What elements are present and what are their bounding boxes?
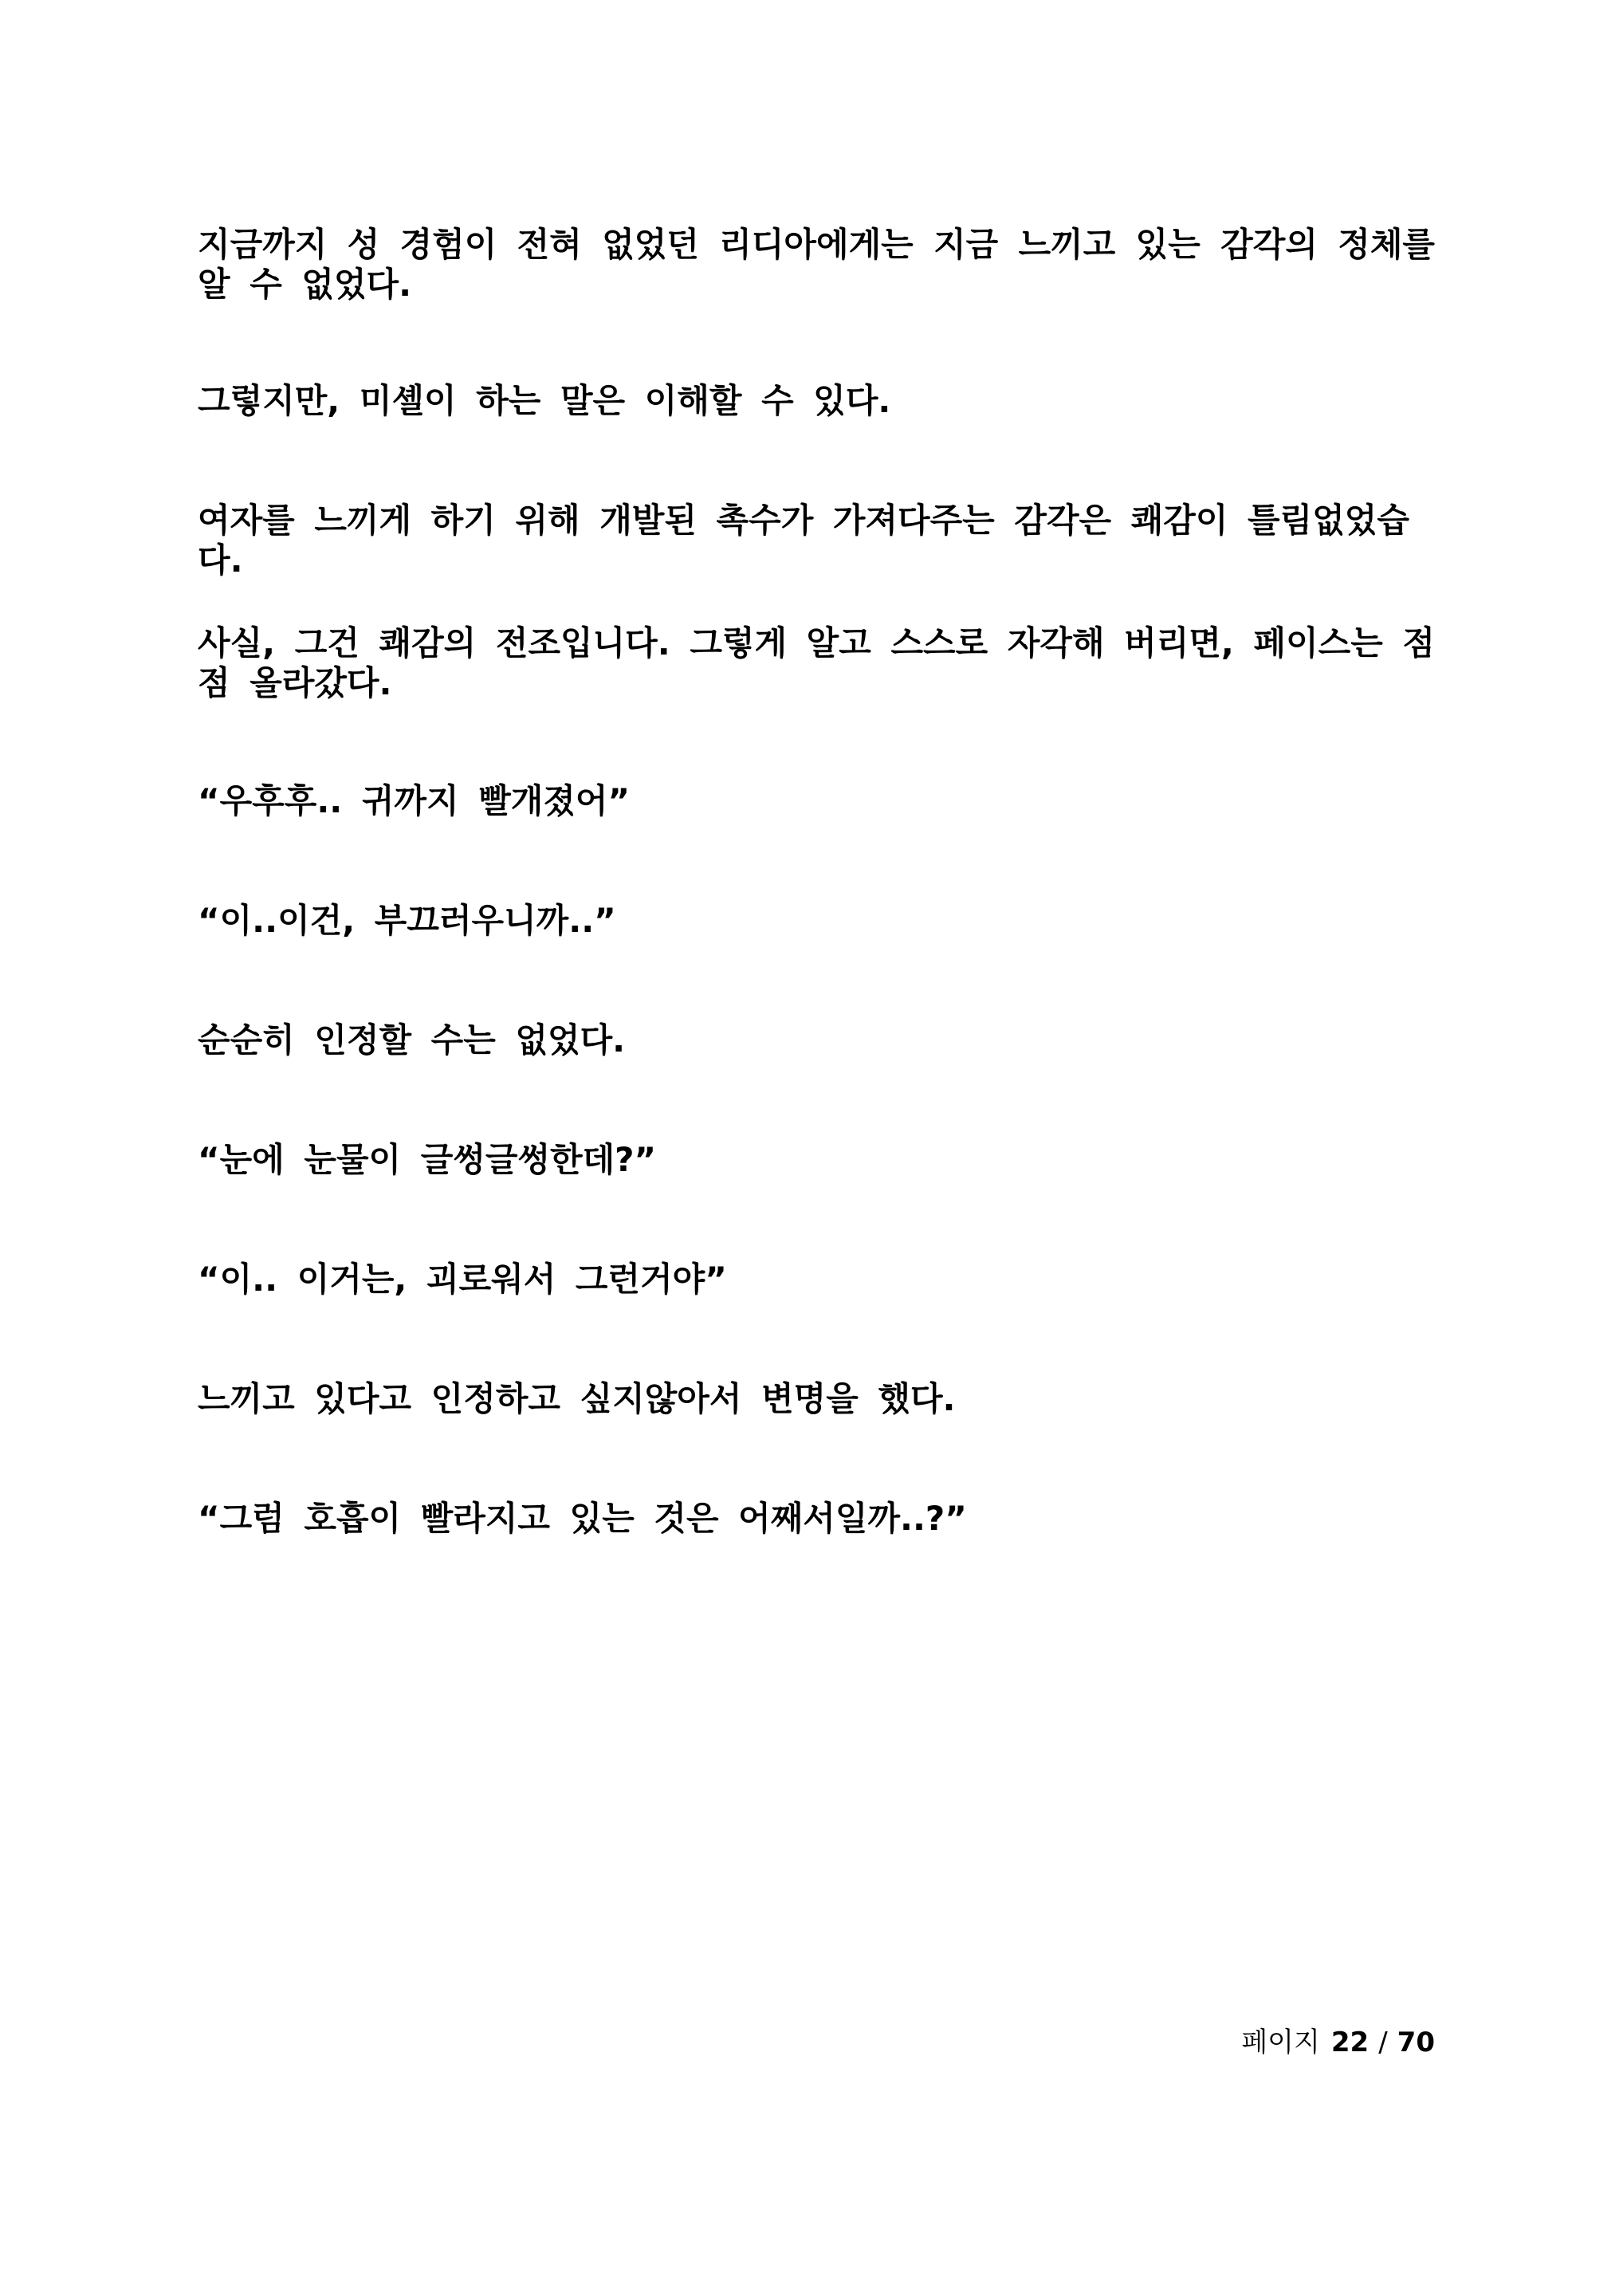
page-separator: /	[1378, 2027, 1388, 2058]
paragraph-10: 느끼고 있다고 인정하고 싶지않아서 변명을 했다.	[198, 1379, 956, 1418]
paragraph-9: “이.. 이거는, 괴로워서 그런거야”	[198, 1260, 727, 1299]
paragraph-2: 그렇지만, 미셸이 하는 말은 이해할 수 있다.	[198, 381, 891, 420]
paragraph-7: 순순히 인정할 수는 없었다.	[198, 1020, 626, 1060]
paragraph-11: “그럼 호흡이 빨라지고 있는 것은 어째서일까..?”	[198, 1499, 967, 1538]
page-label: 페이지	[1241, 2027, 1320, 2058]
current-page-number: 22	[1330, 2027, 1370, 2058]
paragraph-4: 사실, 그건 쾌감의 전조입니다. 그렇게 알고 스스로 자각해 버리면, 페이스는 점점 올라갔다.	[198, 623, 1435, 702]
paragraph-1: 지금까지 성 경험이 전혀 없었던 리디아에게는 지금 느끼고 있는 감각의 정체를 알 수 없었다.	[198, 225, 1435, 304]
total-page-count: 70	[1397, 2027, 1435, 2058]
paragraph-8: “눈에 눈물이 글썽글썽한데?”	[198, 1140, 657, 1179]
paragraph-3: 여자를 느끼게 하기 위해 개발된 촉수가 가져다주는 감각은 쾌감이 틀림없었습다.	[198, 501, 1409, 580]
page-number-footer	[1241, 2025, 1435, 2060]
paragraph-5: “우후후.. 귀까지 빨개졌어”	[198, 781, 631, 820]
paragraph-6: “이..이건, 부끄러우니까..”	[198, 901, 616, 940]
